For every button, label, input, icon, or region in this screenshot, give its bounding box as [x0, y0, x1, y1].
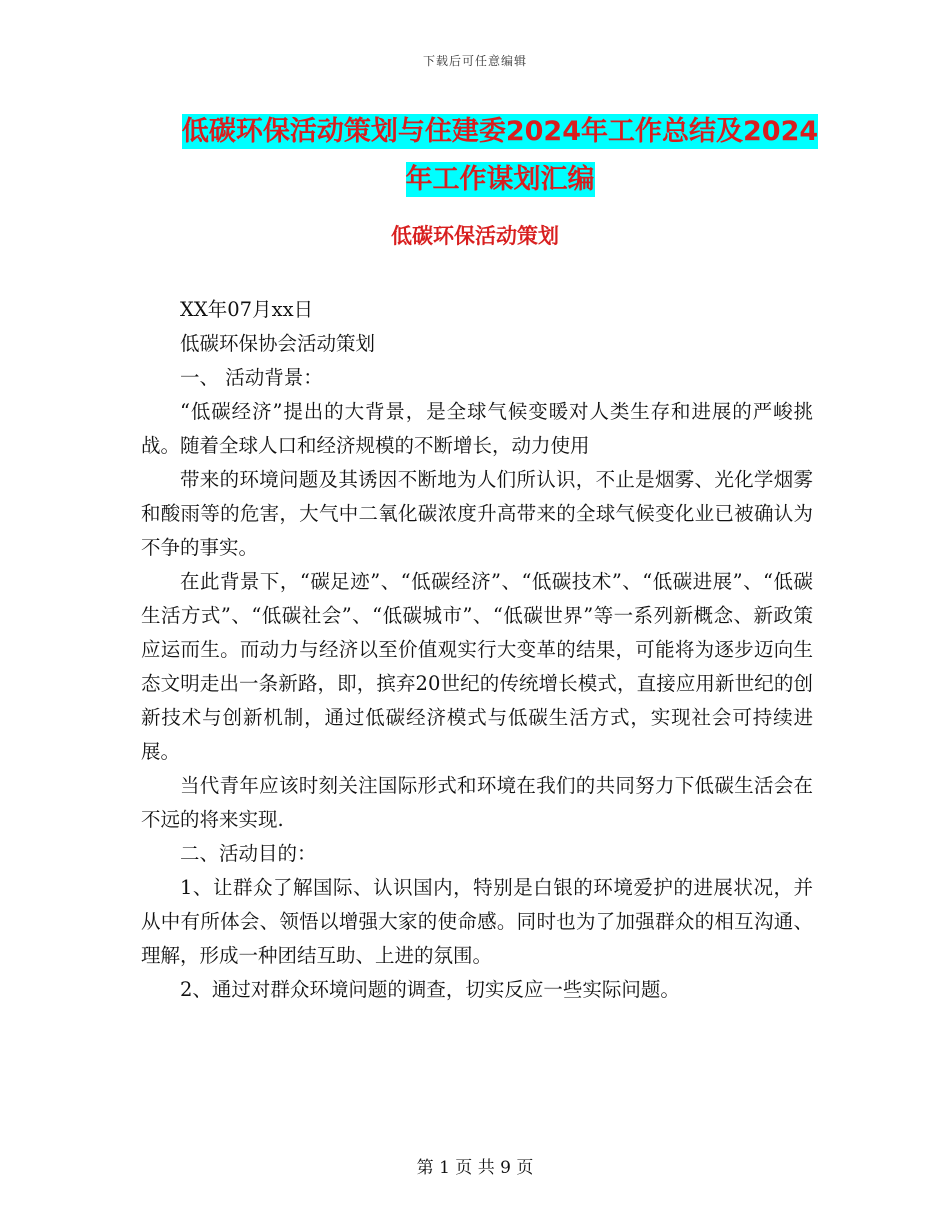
paragraph: 低碳环保协会活动策划: [180, 332, 376, 355]
document-title-line-2: 年工作谋划汇编: [405, 164, 595, 195]
paragraph: 当代青年应该时刻关注国际形式和环境在我们的共同努力下低碳生活会在不远的将来实现.: [141, 774, 813, 831]
heading-background: 一、 活动背景：: [180, 366, 323, 389]
paragraph: 2、通过对群众环境问题的调查，切实反应一些实际问题。: [180, 978, 680, 1001]
page-header-note: 下载后可任意编辑: [422, 54, 527, 68]
section-title: 低碳环保活动策划: [391, 224, 559, 248]
page-number: 第 1 页 共 9 页: [416, 1158, 534, 1178]
document-title-line-1: 低碳环保活动策划与住建委2024年工作总结及2024: [181, 116, 819, 147]
document-title: [140, 108, 860, 204]
paragraph: 1、让群众了解国际、认识国内，特别是白银的环境爱护的进展状况，并从中有所体会、领悟以增强大家的使命感。同时也为了加强群众的相互沟通、理解，形成一种团结互助、上进的氛围。: [141, 876, 813, 967]
paragraph: 带来的环境问题及其诱因不断地为人们所认识，不止是烟雾、光化学烟雾和酸雨等的危害，大气中二氧化碳浓度升高带来的全球气候变化业已被确认为不争的事实。: [141, 468, 813, 559]
paragraph: “低碳经济”提出的大背景，是全球气候变暖对人类生存和进展的严峻挑战。随着全球人口和经济规模的不断增长，动力使用: [141, 400, 813, 457]
document-body: [141, 293, 813, 1007]
heading-purpose: 二、活动目的：: [180, 842, 317, 865]
paragraph: 在此背景下，“碳足迹”、“低碳经济”、“低碳技术”、“低碳进展”、“低碳生活方式”、“低碳社会”、“低碳城市”、“低碳世界”等一系列新概念、新政策应运而生。而动力与经济以至价值观实行大变革的结果，可能将为逐步迈向生态文明走出一条新路，即，摈弃20世纪的传统增长模式，直接应用新世纪的创新技术与创新机制，通过低碳经济模式与低碳生活方式，实现社会可持续进展。: [141, 570, 813, 763]
date-line: XX年07月xx日: [180, 298, 314, 321]
